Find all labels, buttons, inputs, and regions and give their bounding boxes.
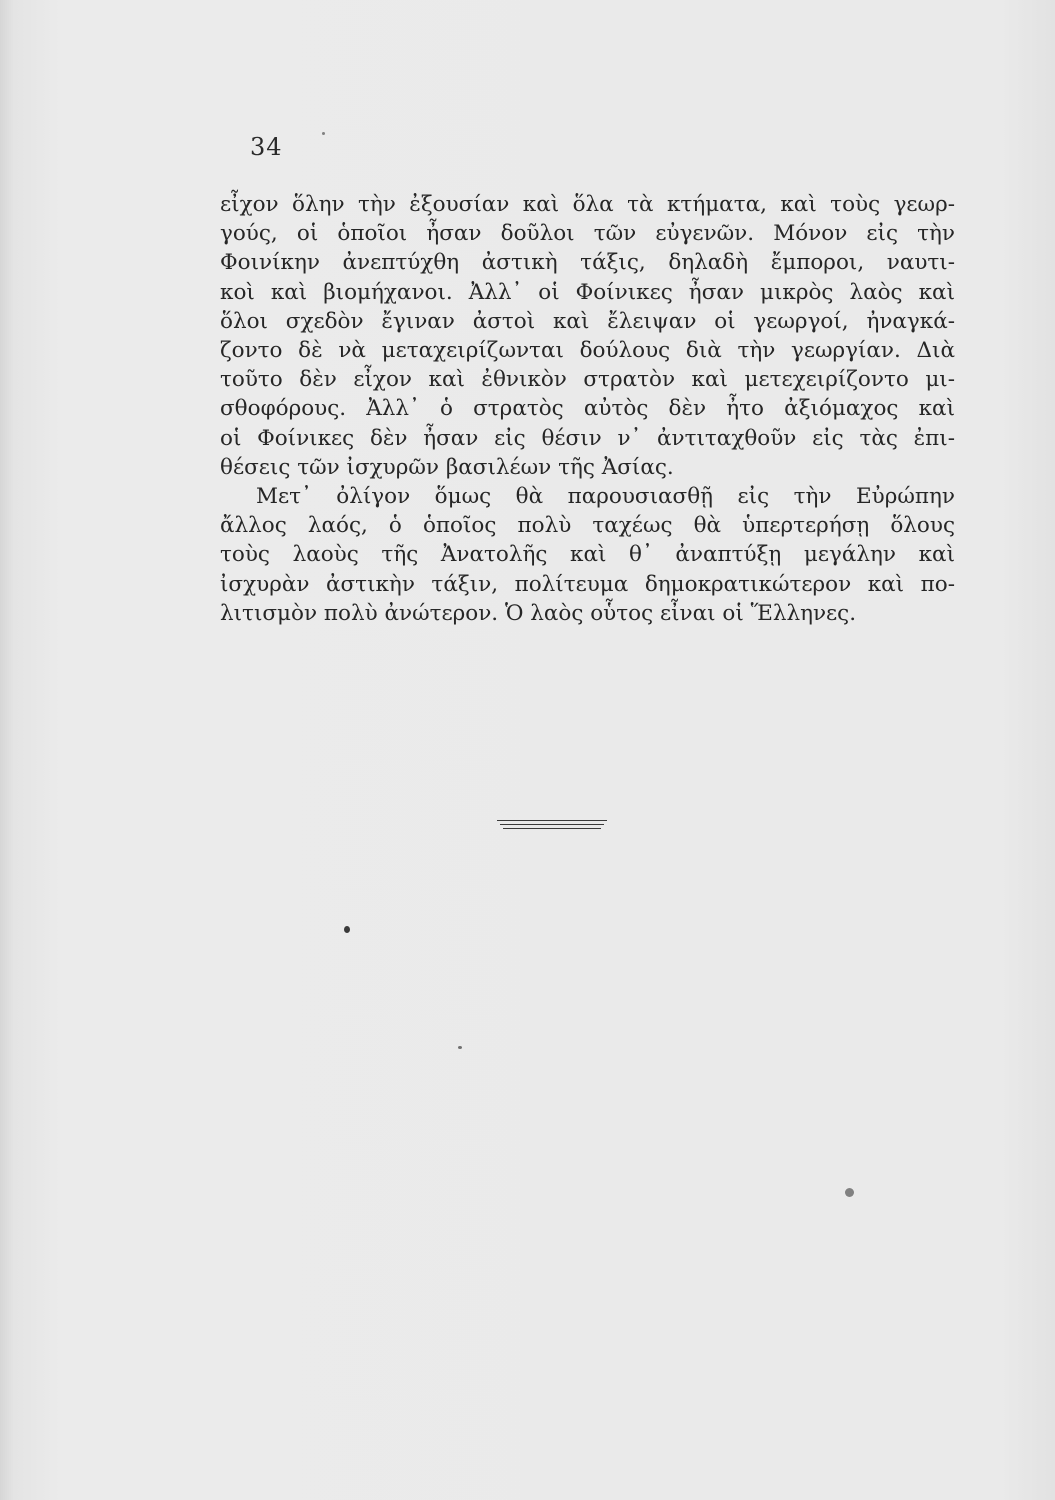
ink-speck: [845, 1188, 854, 1197]
page-number: 34: [250, 133, 283, 161]
text-line: σθοφόρους. Ἀλλ᾿ ὁ στρατὸς αὐτὸς δὲν ἦτο ἀξιόμαχος καὶ: [220, 396, 955, 422]
text-line: γούς, οἱ ὁποῖοι ἦσαν δοῦλοι τῶν εὐγενῶν. Μόνον εἰς τὴν: [220, 221, 955, 247]
paragraph-2: [220, 482, 955, 628]
ink-speck: [458, 1046, 462, 1049]
end-rule: [500, 824, 604, 825]
ink-speck: [344, 926, 350, 933]
text-line: οἱ Φοίνικες δὲν ἦσαν εἰς θέσιν ν᾿ ἀντιταχθοῦν εἰς τὰς ἐπι-: [220, 425, 955, 451]
text-line: θέσεις τῶν ἰσχυρῶν βασιλέων τῆς Ἀσίας.: [220, 454, 674, 480]
text-line: κοὶ καὶ βιομήχανοι. Ἀλλ᾿ οἱ Φοίνικες ἦσαν μικρὸς λαὸς καὶ: [220, 279, 955, 305]
text-line: τοῦτο δὲν εἶχον καὶ ἐθνικὸν στρατὸν καὶ μετεχειρίζοντο μι-: [220, 367, 955, 393]
body-text: [220, 190, 955, 628]
text-line: Φοινίκην ἀνεπτύχθη ἀστικὴ τάξις, δηλαδὴ ἔμποροι, ναυτι-: [220, 250, 955, 276]
text-line: τοὺς λαοὺς τῆς Ἀνατολῆς καὶ θ᾿ ἀναπτύξῃ μεγάλην καὶ: [220, 542, 955, 568]
text-line: ζοντο δὲ νὰ μεταχειρίζωνται δούλους διὰ τὴν γεωργίαν. Διὰ: [220, 338, 955, 364]
text-line: Μετ᾿ ὀλίγον ὅμως θὰ παρουσιασθῇ εἰς τὴν Εὐρώπην: [256, 484, 955, 510]
text-line: λιτισμὸν πολὺ ἀνώτερον. Ὁ λαὸς οὗτος εἶναι οἱ Ἕλληνες.: [220, 600, 857, 626]
text-line: ἰσχυρὰν ἀστικὴν τάξιν, πολίτευμα δημοκρατικώτερον καὶ πο-: [220, 571, 955, 597]
text-line: ὅλοι σχεδὸν ἔγιναν ἀστοὶ καὶ ἔλειψαν οἱ γεωργοί, ἠναγκά-: [220, 308, 955, 334]
end-rule: [503, 828, 601, 829]
paragraph-1: [220, 190, 955, 482]
ink-speck: [322, 132, 325, 135]
end-rule: [497, 820, 607, 821]
text-line: ἄλλος λαός, ὁ ὁποῖος πολὺ ταχέως θὰ ὑπερτερήσῃ ὅλους: [220, 513, 955, 539]
text-line: εἶχον ὅλην τὴν ἐξουσίαν καὶ ὅλα τὰ κτήματα, καὶ τοὺς γεωρ-: [220, 192, 955, 217]
